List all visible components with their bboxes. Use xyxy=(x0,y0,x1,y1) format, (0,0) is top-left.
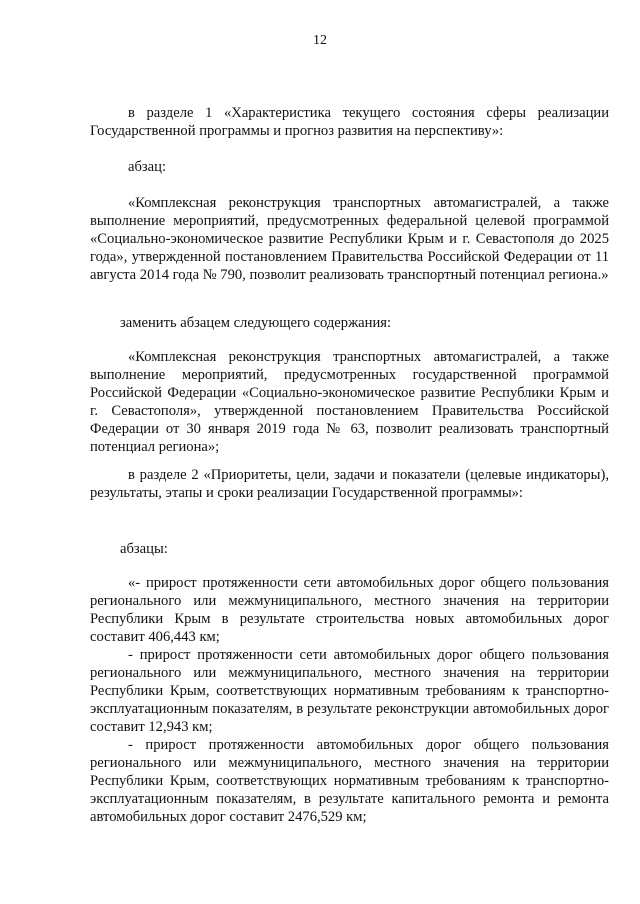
paragraph-new-text: «Комплексная реконструкция транспортных автомагистралей, а также выполнение мероприятий, предусмотренных государственной программой Российской Федерации «Социально-экономическое развитие Республики Крым и г. Севастополя», утвержденной постановлением Правительства Российской Федерации от 30 января 2019 года № 63, позволит реализовать транспортный потенциал региона»; xyxy=(90,349,609,455)
paragraph-old-text: «Комплексная реконструкция транспортных автомагистралей, а также выполнение мероприятий, предусмотренных федеральной целевой программой «Социально-экономическое развитие Республики Крым и г. Севастополя до 2025 года», утвержденной постановлением Правительства Российской Федерации от 11 августа 2014 года № 790, позволит реализовать транспортный потенциал региона.» xyxy=(90,195,609,283)
list-item-repair: - прирост протяженности автомобильных дорог общего пользования регионального или межмуниципального, местного значения на территории Республики Крым, соответствующих нормативным требованиям к транспортно-эксплуатационным показателям, в результате капитального ремонта и ремонта автомобильных дорог составит 2476,529 км; xyxy=(90,737,609,825)
paragraph-label-abzacy: абзацы: xyxy=(120,541,168,557)
list-item-reconstruction: - прирост протяженности сети автомобильных дорог общего пользования регионального или межмуниципального, местного значения на территории Республики Крым, соответствующих нормативным требованиям к транспортно-эксплуатационным показателям, в результате реконструкции автомобильных дорог составит 12,943 км; xyxy=(90,647,609,735)
paragraph-replace-instruction: заменить абзацем следующего содержания: xyxy=(120,315,392,331)
paragraph-label-abzac: абзац: xyxy=(128,159,167,175)
paragraph-section-2-intro: в разделе 2 «Приоритеты, цели, задачи и показатели (целевые индикаторы), результаты, этапы и сроки реализации Государственной программы»: xyxy=(90,467,609,501)
list-item-construction: «- прирост протяженности сети автомобильных дорог общего пользования регионального или межмуниципального, местного значения на территории Республики Крым в результате строительства новых автомобильных дорог составит 406,443 км; xyxy=(90,575,609,645)
page-number: 12 xyxy=(313,33,327,48)
paragraph-section-1-intro: в разделе 1 «Характеристика текущего состояния сферы реализации Государственной программы и прогноз развития на перспективу»: xyxy=(90,105,609,139)
